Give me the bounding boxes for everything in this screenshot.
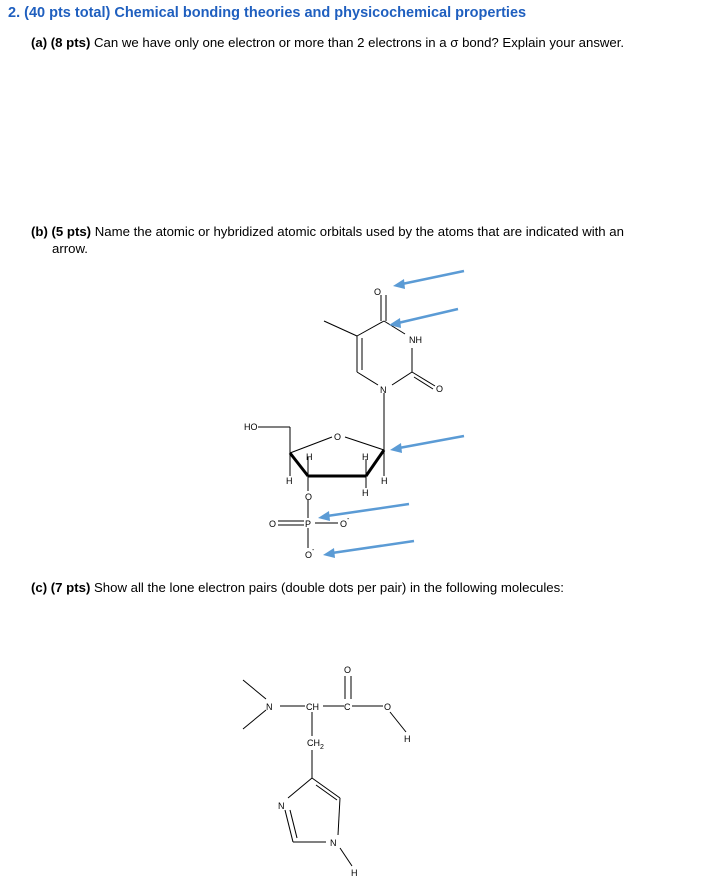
atom-o-hydroxyl: O: [384, 702, 392, 712]
atom-o-right: O: [436, 384, 444, 394]
atom-n-amine: N: [266, 702, 273, 712]
question-title: 2. (40 pts total) Chemical bonding theories and physicochemical properties: [8, 5, 527, 21]
atom-o-minus-bottom: O: [305, 550, 313, 560]
atom-ch2: $CH_2$: [307, 738, 324, 751]
atom-o-carbonyl: O: [344, 665, 352, 675]
atom-nh: NH: [409, 335, 422, 345]
charge-minus-bottom: -: [312, 547, 315, 554]
atom-n-ring1: N: [278, 801, 285, 811]
atom-ch: CH: [306, 702, 319, 712]
atom-h2: H: [362, 452, 369, 462]
atom-h5: H: [362, 488, 369, 498]
atom-n-ring2: N: [330, 838, 337, 848]
question-b-label: (b) (5 pts): [31, 224, 92, 239]
atom-c-carbonyl: C: [344, 702, 351, 712]
question-c-label: (c) (7 pts): [31, 580, 91, 595]
question-b-text-line1: Name the atomic or hybridized atomic orbitals used by the atoms that are indicated with an: [91, 224, 624, 239]
question-b-text-line2: arrow.: [52, 241, 88, 256]
question-a-label: (a) (8 pts): [31, 35, 91, 50]
charge-minus-right: -: [347, 516, 350, 523]
atom-h-ring: H: [351, 868, 358, 878]
question-a-text: Can we have only one electron or more than 2 electrons in a σ bond? Explain your answer.: [90, 35, 625, 50]
atom-p: P: [305, 519, 312, 529]
atom-o-double: O: [269, 519, 277, 529]
atom-h1: H: [306, 452, 313, 462]
atom-o-sugar: O: [334, 432, 342, 442]
atom-h4: H: [381, 476, 388, 486]
atom-ho: HO: [244, 422, 258, 432]
atom-o-top: O: [374, 287, 382, 297]
atom-h-hydroxyl: H: [404, 734, 411, 744]
atom-o-ester: O: [305, 492, 313, 502]
atom-o-minus-right: O: [340, 519, 348, 529]
atom-n-ring: N: [380, 385, 387, 395]
question-c-text: Show all the lone electron pairs (double dots per pair) in the following molecules:: [90, 580, 564, 595]
atom-h3: H: [286, 476, 293, 486]
